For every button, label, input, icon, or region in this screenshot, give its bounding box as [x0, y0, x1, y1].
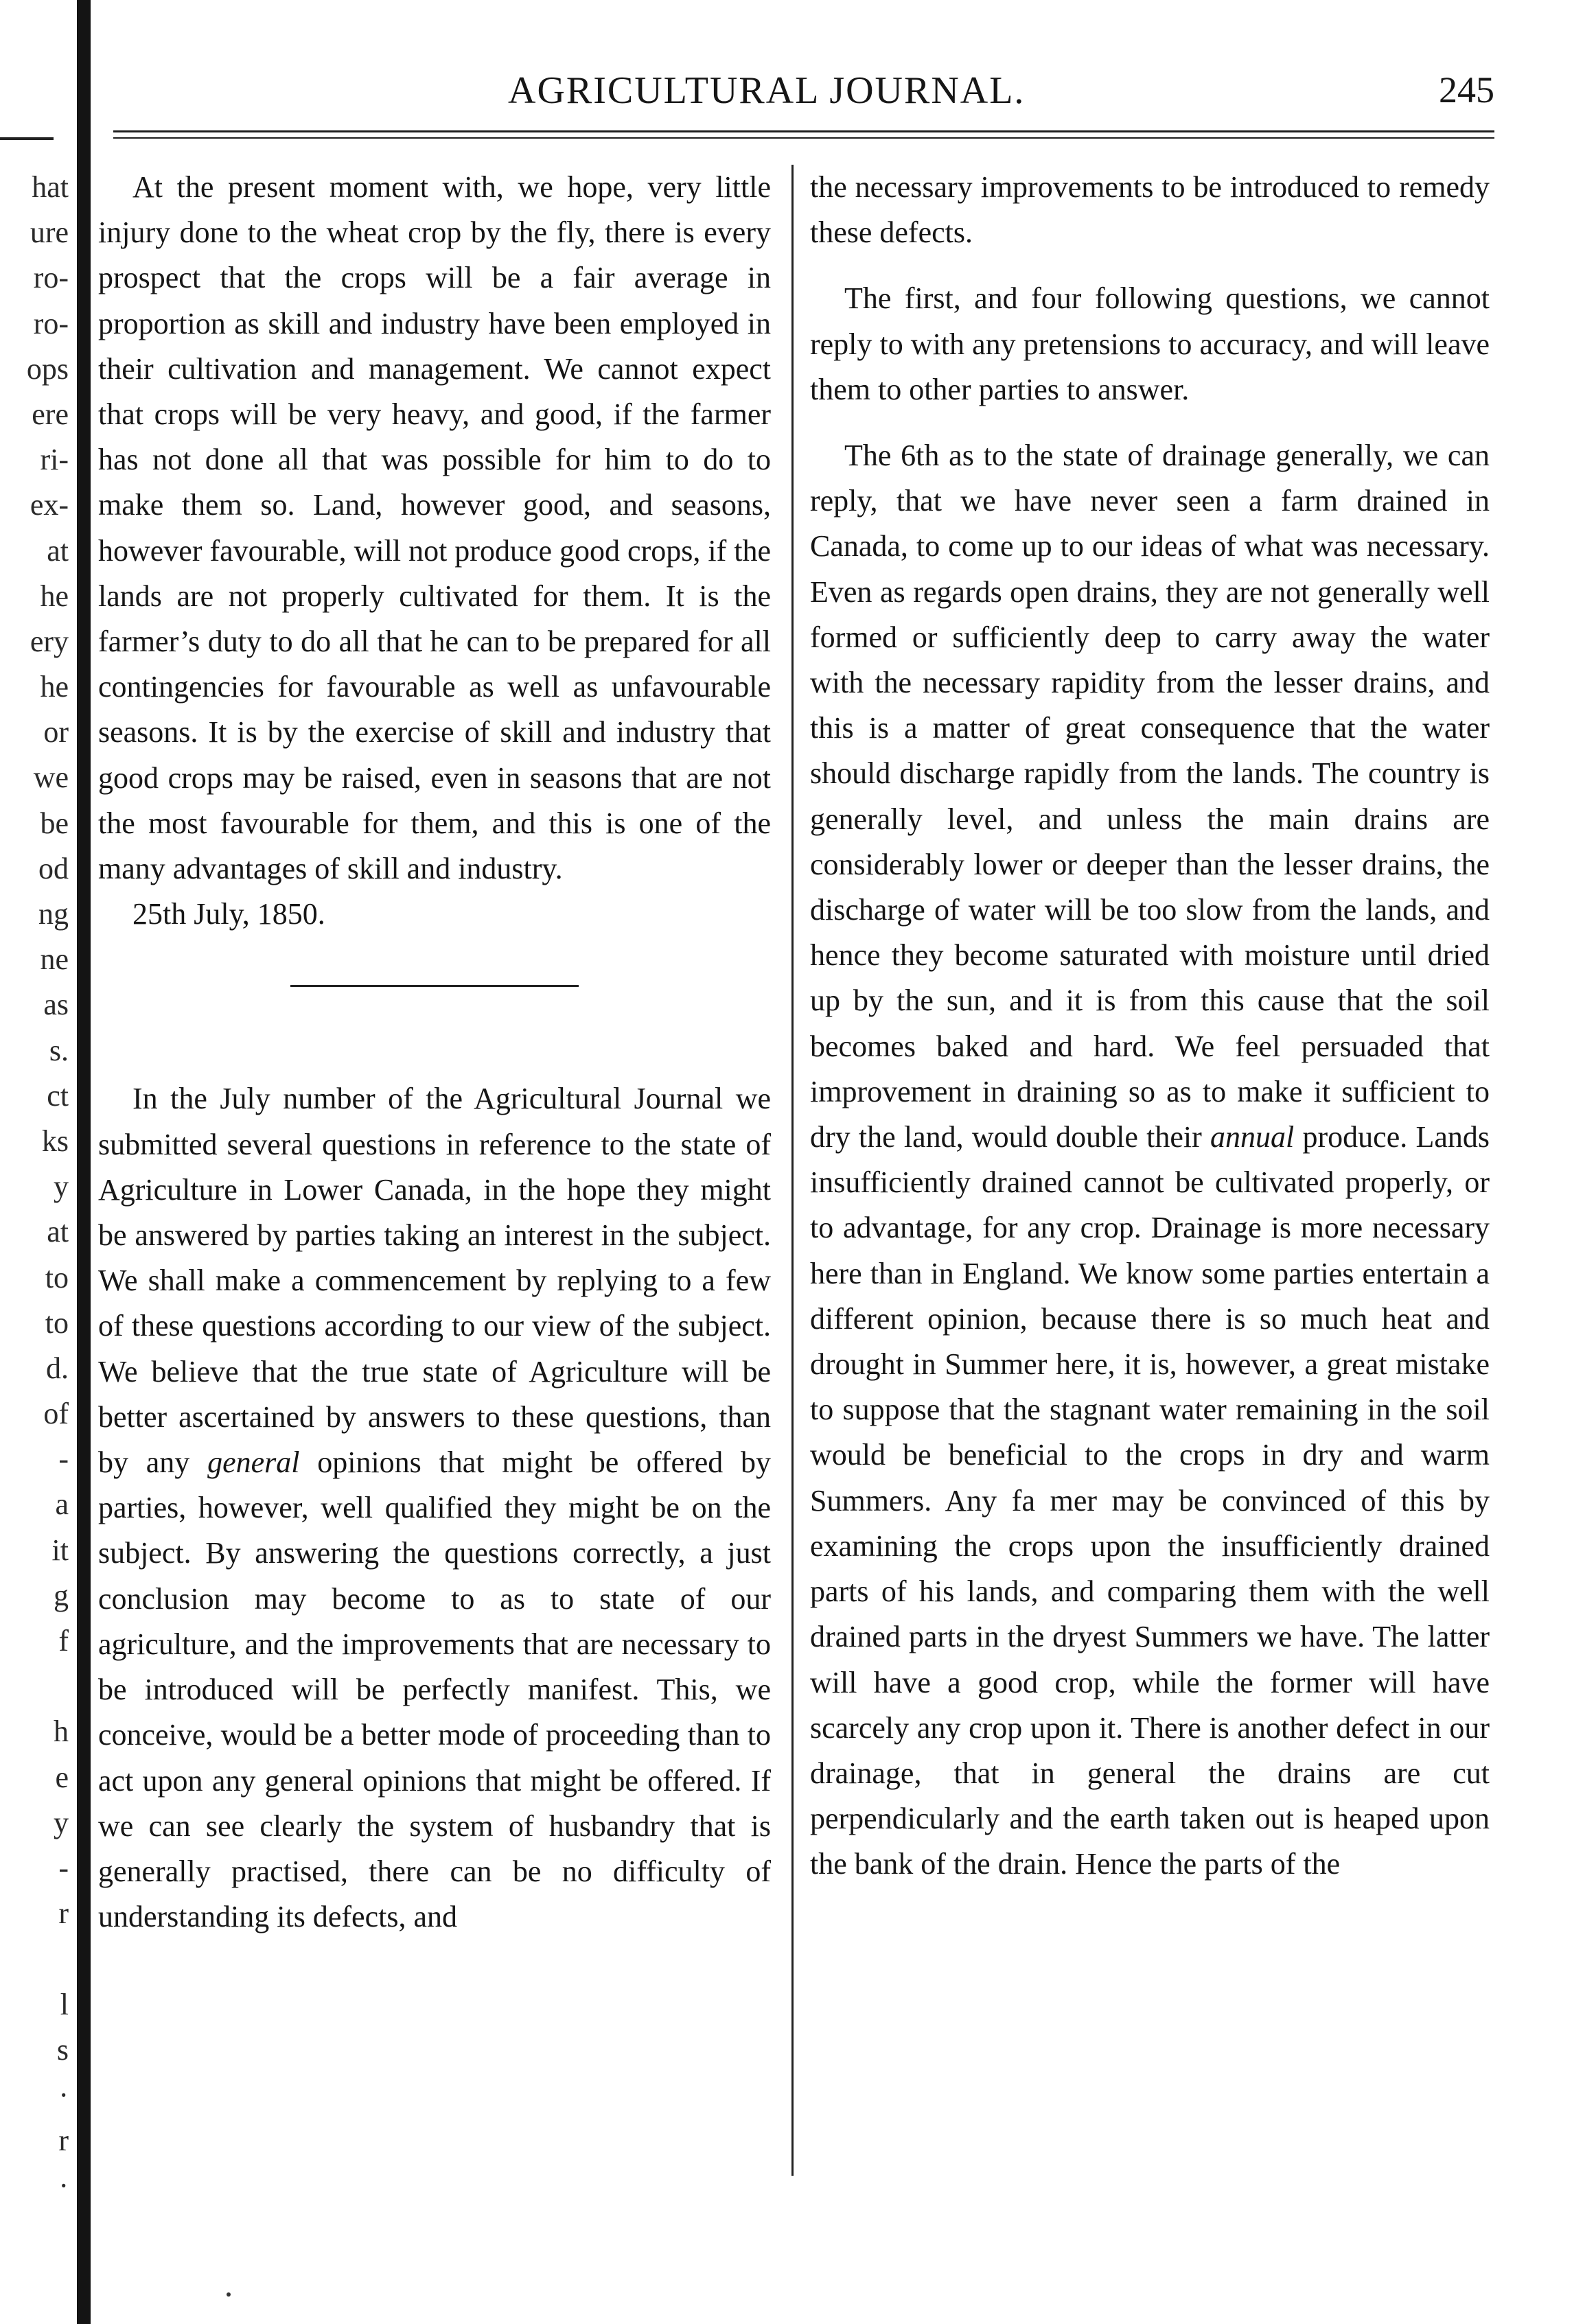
margin-fragment: he — [40, 670, 69, 704]
margin-fragment: ro- — [33, 306, 69, 340]
margin-fragment: y — [54, 1170, 69, 1204]
margin-fragment — [0, 1664, 69, 1709]
margin-fragment: f — [58, 1624, 69, 1658]
margin-fragment: ct — [47, 1078, 69, 1113]
margin-fragment: od — [38, 851, 69, 885]
margin-fragment — [0, 1936, 69, 1982]
margin-fragment: - — [58, 1442, 69, 1476]
margin-fragment: to — [45, 1305, 69, 1340]
margin-fragment: of — [43, 1397, 69, 1431]
margin-fragment: l — [60, 1987, 69, 2021]
paragraph-questions-intro: In the July number of the Agricultural Journal we submitted several questions in reference to the state of Agriculture in Lower Canada, in the hope they might be answered by parties taking an interest in the subject. We shall make a commencement by replying to a few of these questions according to our view of the subject. We believe that the true state of Agriculture will be better ascertained by answers to these questions, than by any general opinions that might be offered by parties, however, well qualified they might be on the subject. By answering the questions correctly, a just conclusion may become to as to state of our agriculture, and the improvements that are necessary to be introduced will be perfectly manifest. This, we conceive, would be a better mode of proceeding than to act upon any general opinions that might be offered. If we can see clearly the system of husbandry that is generally practised, there can be no difficulty of understanding its defects, and — [98, 1082, 772, 1934]
ink-speck — [227, 2292, 231, 2297]
adjacent-page-margin — [0, 165, 69, 2209]
margin-fragment: - — [58, 1850, 69, 1885]
margin-fragment: h — [54, 1715, 69, 1749]
margin-fragment: ng — [38, 897, 69, 931]
margin-fragment: he — [40, 579, 69, 613]
right-column — [810, 165, 1490, 1887]
binding-gutter — [77, 0, 91, 2324]
margin-fragment: ery — [30, 624, 69, 658]
margin-fragment: we — [33, 760, 69, 795]
margin-fragment: s — [56, 2032, 69, 2067]
margin-fragment: ro- — [33, 261, 69, 295]
margin-fragment: at — [47, 533, 69, 568]
paragraph-drainage: The 6th as to the state of drainage generally, we can reply, that we have never seen a farm drained in Canada, to come up to our ideas of what was necessary. Even as regards open drains, they are not generally well formed or sufficiently deep to carry away the water with the necessary rapidity from the lesser drains, and this is a matter of great consequence that the water should discharge rapidly from the lands. The country is generally level, and unless the main drains are considerably lower or deeper than the lesser drains, the discharge of water will be too slow from the lands, and hence they become saturated with moisture until dried up by the sun, and it is from this cause that the soil becomes baked and hard. We feel persuaded that improvement in draining so as to make it sufficient to dry the land, would double their annual produce. Lands insufficiently drained cannot be cultivated properly, or to advantage, for any crop. Drainage is more necessary here than in England. We know some parties entertain a different opinion, because there is so much heat and drought in Summer here, it is, however, a great mistake to suppose that the stagnant water remaining in the soil would be beneficial to the crops in dry and warm Summers. Any fa mer may be convinced of this by examining the crops upon the insufficiently drained parts of his lands, and comparing them with the well drained parts in the dryest Summers we have. The latter will have a good crop, while the former will have scarcely any crop upon it. There is another defect in our drainage, that in general the drains are cut perpendicularly and the earth taken out is heaped upon the bank of the drain. Hence the parts of the — [810, 439, 1490, 1881]
margin-fragment: ex- — [30, 488, 69, 522]
margin-fragment: ne — [40, 942, 69, 977]
paragraph-first-questions: The first, and four following questions, we cannot reply to with any pretensions to accuracy, and will leave them to other parties to answer. — [810, 281, 1490, 406]
section-divider — [290, 985, 579, 987]
margin-fragment: or — [43, 715, 69, 750]
header-double-rule — [113, 130, 1494, 139]
margin-fragment: d. — [46, 1351, 69, 1385]
margin-fragment: as — [43, 988, 69, 1022]
margin-rule — [0, 137, 54, 140]
margin-fragment: hat — [32, 170, 69, 204]
margin-fragment: e — [55, 1760, 69, 1794]
margin-fragment: ere — [32, 397, 69, 431]
margin-fragment: · — [58, 2169, 69, 2203]
margin-fragment: a — [55, 1487, 69, 1522]
margin-fragment: ure — [30, 216, 69, 250]
margin-fragment: at — [47, 1215, 69, 1249]
paragraph-continuation: the necessary improvements to be introduced to remedy these defects. — [810, 170, 1490, 250]
margin-fragment: y — [54, 1805, 69, 1839]
margin-fragment: r — [58, 2124, 69, 2158]
page-number: 245 — [1439, 69, 1494, 111]
running-head: AGRICULTURAL JOURNAL. — [508, 69, 1026, 112]
left-column — [98, 165, 771, 1940]
margin-fragment: it — [51, 1533, 69, 1567]
margin-fragment: ri- — [40, 443, 69, 477]
column-divider — [791, 165, 794, 2176]
paragraph-crop-prospects: At the present moment with, we hope, very little injury done to the wheat crop by the fly, there is every prospect that the crops will be a fair average in proportion as skill and industry have been employed in their cultivation and management. We cannot expect that crops will be very heavy, and good, if the farmer has not done all that was possible for him to do to make them so. Land, however good, and seasons, however favourable, will not produce good crops, if the lands are not properly cultivated for them. It is the farmer’s duty to do all that he can to be prepared for all contingencies for favourable as well as unfavourable seasons. It is by the exercise of skill and industry that good crops may be raised, even in seasons that are not the most favourable for them, and this is one of the many advantages of skill and industry. — [98, 170, 771, 886]
margin-fragment: be — [40, 806, 69, 840]
margin-fragment: ops — [26, 351, 69, 386]
margin-fragment: s. — [49, 1033, 69, 1067]
margin-fragment: · — [58, 2078, 69, 2112]
margin-fragment: to — [45, 1260, 69, 1294]
margin-fragment: r — [58, 1896, 69, 1931]
margin-fragment: ks — [41, 1124, 69, 1158]
margin-fragment: g — [54, 1578, 69, 1612]
dateline: 25th July, 1850. — [132, 897, 325, 931]
